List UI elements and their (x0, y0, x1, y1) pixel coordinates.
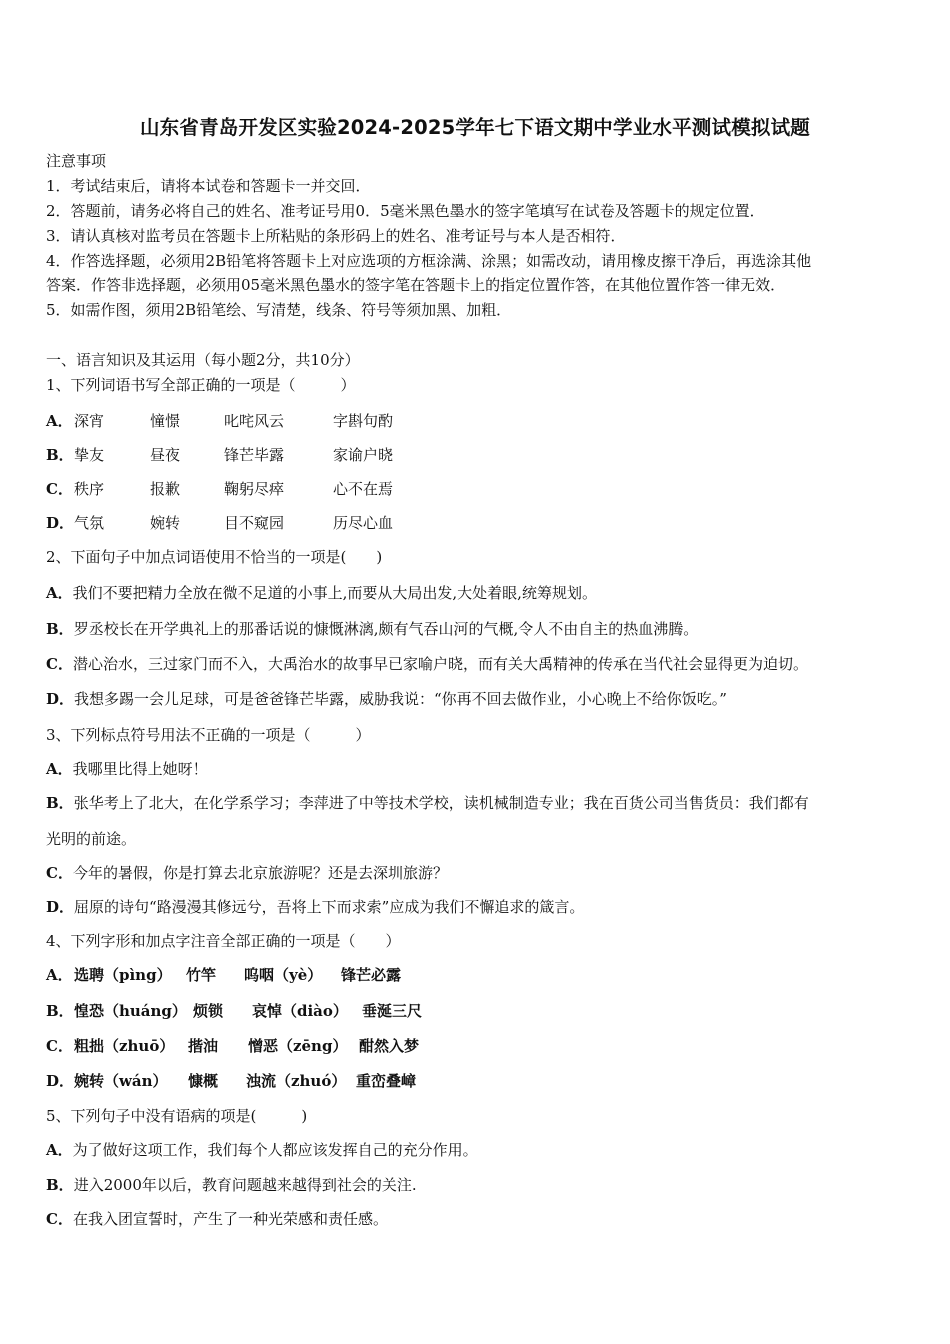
notice-item-2: 2．答题前，请务必将自己的姓名、准考证号用0．5毫米黑色墨水的签字笔填写在试卷及答题卡的规定位置． (46, 202, 765, 220)
question-1-stem: 1、下列词语书写全部正确的一项是（ ） (46, 376, 356, 394)
question-2-option-d (46, 689, 727, 709)
question-4-option-b (46, 1001, 423, 1021)
option-word: 鞠躬尽瘁 (224, 480, 285, 498)
option-word: 竹竿 (186, 966, 217, 984)
option-letter: B． (46, 1176, 74, 1194)
question-4-option-d (46, 1071, 417, 1091)
option-word: 婉转 (150, 514, 181, 532)
question-2-option-b (46, 619, 698, 639)
question-1-option-b (46, 445, 394, 465)
option-text: 罗丞校长在开学典礼上的那番话说的慷慨淋漓,颇有气吞山河的气概,令人不由自主的热血沸腾。 (73, 620, 699, 638)
option-word: 粗拙（zhuō） (74, 1037, 175, 1055)
option-word: 历尽心血 (333, 514, 394, 532)
option-letter: A． (46, 412, 73, 430)
option-letter: A． (46, 1141, 73, 1159)
option-word: 挚友 (74, 446, 105, 464)
option-word: 深宵 (74, 412, 105, 430)
option-letter: B． (46, 794, 74, 812)
option-letter: D． (46, 690, 75, 708)
option-word: 惶恐（huáng） (74, 1002, 187, 1020)
option-text: 潜心治水，三过家门而不入，大禹治水的故事早已家喻户晓，而有关大禹精神的传承在当代社会显得更为迫切。 (72, 655, 808, 673)
question-1-option-a (46, 411, 394, 431)
option-letter: D． (46, 898, 75, 916)
option-letter: C． (46, 480, 73, 498)
question-4-option-a (46, 965, 402, 985)
question-3-option-a (46, 759, 208, 779)
notice-item-4: 4．作答选择题，必须用2B铅笔将答题卡上对应选项的方框涂满、涂黑；如需改动，请用橡皮擦干净后，再选涂其他 (46, 252, 812, 270)
notice-item-3: 3．请认真核对监考员在答题卡上所粘贴的条形码上的姓名、准考证号与本人是否相符． (46, 227, 626, 245)
option-word: 锋芒毕露 (224, 446, 285, 464)
option-letter: A． (46, 966, 73, 984)
option-word: 憎恶（zēng） (248, 1037, 348, 1055)
option-text: 进入2000年以后，教育问题越来越得到社会的关注. (73, 1176, 417, 1194)
option-letter: C． (46, 1037, 73, 1055)
question-3-option-b (46, 793, 809, 813)
notice-heading: 注意事项 (46, 152, 107, 170)
option-text: 我们不要把精力全放在微不足道的小事上,而要从大局出发,大处着眼,统筹规划。 (72, 584, 597, 602)
option-word: 烦锁 (193, 1002, 224, 1020)
option-letter: B． (46, 1002, 74, 1020)
option-letter: D． (46, 1072, 75, 1090)
option-word: 垂涎三尺 (362, 1002, 423, 1020)
option-word: 揩油 (188, 1037, 219, 1055)
option-text: 在我入团宣誓时，产生了一种光荣感和责任感。 (72, 1210, 388, 1228)
question-3-option-d (46, 897, 584, 917)
question-5-option-c (46, 1209, 388, 1229)
option-word: 秩序 (74, 480, 105, 498)
option-text: 张华考上了北大，在化学系学习；李萍进了中等技术学校，读机械制造专业；我在百货公司当售货员：我们都有 (73, 794, 809, 812)
option-word: 锋芒必露 (341, 966, 402, 984)
option-word: 家谕户晓 (333, 446, 394, 464)
option-letter: B． (46, 620, 74, 638)
option-word: 酣然入梦 (359, 1037, 420, 1055)
option-word: 气氛 (74, 514, 105, 532)
option-word: 婉转（wán） (74, 1072, 168, 1090)
question-2-option-c (46, 654, 808, 674)
option-letter: A． (46, 584, 73, 602)
option-word: 哀悼（diào） (252, 1002, 348, 1020)
question-3-stem: 3、下列标点符号用法不正确的一项是（ ） (46, 726, 371, 744)
notice-item-4-cont: 答案．作答非选择题，必须用05毫米黑色墨水的签字笔在答题卡上的指定位置作答，在其他位置作答一律无效． (46, 276, 786, 294)
option-word: 呜咽（yè） (244, 966, 323, 984)
option-text: 为了做好这项工作，我们每个人都应该发挥自己的充分作用。 (72, 1141, 478, 1159)
option-word: 重峦叠嶂 (356, 1072, 417, 1090)
question-3-option-c (46, 863, 448, 883)
option-word: 选聘（pìng） (74, 966, 172, 984)
section-heading: 一、语言知识及其运用（每小题2分，共10分） (46, 351, 360, 369)
question-1-option-d (46, 513, 394, 533)
question-5-option-b (46, 1175, 417, 1195)
option-letter: C． (46, 1210, 73, 1228)
option-word: 叱咤风云 (224, 412, 285, 430)
option-text: 光明的前途。 (46, 830, 137, 848)
notice-item-1: 1．考试结束后，请将本试卷和答题卡一并交回． (46, 177, 371, 195)
option-word: 昼夜 (150, 446, 181, 464)
option-word: 浊流（zhuó） (246, 1072, 347, 1090)
question-4-stem: 4、下列字形和加点字注音全部正确的一项是（ ） (46, 932, 401, 950)
question-5-option-a (46, 1140, 478, 1160)
option-letter: C． (46, 864, 73, 882)
question-2-option-a (46, 583, 597, 603)
option-word: 目不窥园 (224, 514, 285, 532)
question-4-option-c (46, 1036, 420, 1056)
option-word: 报歉 (150, 480, 181, 498)
question-3-option-b-cont (46, 829, 136, 849)
option-text: 我哪里比得上她呀！ (72, 760, 208, 778)
option-text: 屈原的诗句“路漫漫其修远兮，吾将上下而求索”应成为我们不懈追求的箴言。 (74, 898, 585, 916)
option-word: 心不在焉 (333, 480, 394, 498)
question-2-stem: 2、下面句子中加点词语使用不恰当的一项是( ) (46, 548, 383, 566)
option-text: 今年的暑假，你是打算去北京旅游呢？还是去深圳旅游？ (72, 864, 448, 882)
option-letter: D． (46, 514, 75, 532)
option-word: 慷概 (188, 1072, 219, 1090)
option-text: 我想多踢一会儿足球，可是爸爸锋芒毕露，威胁我说：“你再不回去做作业，小心晚上不给你饭吃。” (74, 690, 727, 708)
notice-item-5: 5．如需作图，须用2B铅笔绘、写清楚，线条、符号等须加黑、加粗． (46, 301, 512, 319)
question-1-option-c (46, 479, 394, 499)
option-letter: B． (46, 446, 74, 464)
question-5-stem: 5、下列句子中没有语病的项是( ) (46, 1107, 308, 1125)
exam-title: 山东省青岛开发区实验2024-2025学年七下语文期中学业水平测试模拟试题 (139, 116, 811, 139)
option-word: 憧憬 (150, 412, 181, 430)
option-word: 字斟句酌 (333, 412, 394, 430)
option-letter: C． (46, 655, 73, 673)
option-letter: A． (46, 760, 73, 778)
